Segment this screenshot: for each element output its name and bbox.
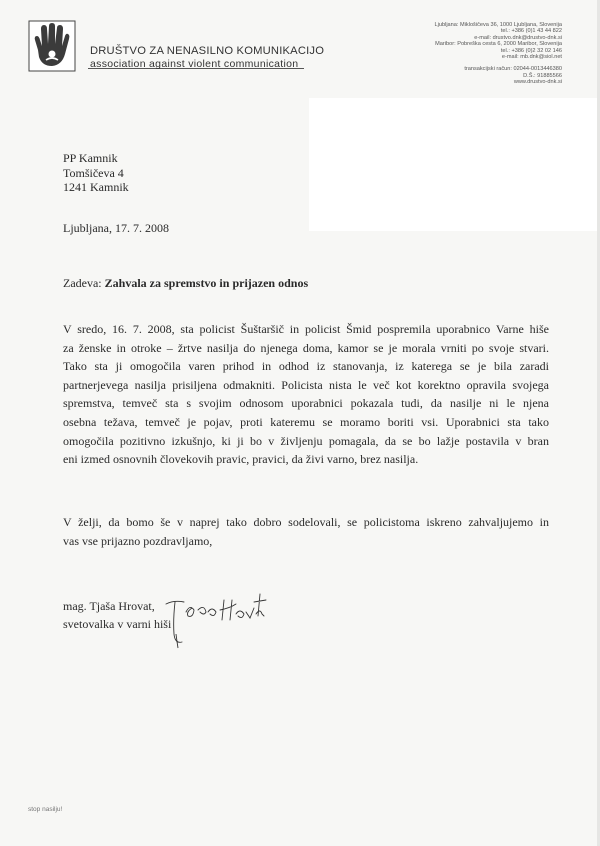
org-name-english: association against violent communication xyxy=(90,58,299,70)
contact-line: tel.: +386 (0)2 32 02 146 xyxy=(500,47,562,54)
subject-text: Zahvala za spremstvo in prijazen odnos xyxy=(104,276,309,290)
contact-block xyxy=(435,22,563,86)
body-line: partnerjevega nasilja prisiljena odmakniti. Policista nista le več kot korektno opravila svojega xyxy=(63,377,549,392)
contact-line: e-mail: mb.dnk@siol.net xyxy=(501,54,562,61)
website-line: www.drustvo-dnk.si xyxy=(513,79,562,86)
body-paragraph-2 xyxy=(63,513,549,550)
signatory-name: mag. Tjaša Hrovat, xyxy=(63,599,155,613)
body-line: V želji, da bomo še v naprej tako dobro sodelovali, se policistoma iskreno zahvaljujemo in xyxy=(63,515,549,529)
body-line: spremstva, temveč sta s svojim odnosom uporabnici pokazala tudi, da nasilje ni le njena xyxy=(63,396,549,411)
letter-date: Ljubljana, 17. 7. 2008 xyxy=(63,221,169,235)
bank-line: transakcijski račun: 02044-0013446380 xyxy=(464,66,562,73)
recipient-city: 1241 Kamnik xyxy=(63,180,129,194)
body-line: za ženske in otroke – žrtve nasilja do njenega doma, kamor se je morala vrniti po svoje stvari. xyxy=(63,340,549,355)
body-line: omogočila pozitivno izkušnjo, ki ji bo v življenju pomagala, da se bo lažje postavila v bran xyxy=(63,433,549,448)
body-paragraph-1 xyxy=(63,320,549,469)
contact-line: tel.: +386 (0)1 43 44 822 xyxy=(500,28,562,35)
handwritten-signature xyxy=(160,590,270,652)
body-line: osebna težava, temveč je pojav, proti kateremu se moramo boriti vsi. Uporabnici sta tako xyxy=(63,414,549,429)
body-line: Tako sta ji omogočila varen prihod in odhod iz stanovanja, iz katerega se je bila zaradi xyxy=(63,359,549,374)
contact-line: Maribor: Pobreška cesta 6, 2000 Maribor, Slovenija xyxy=(435,41,562,48)
contact-line: Ljubljana: Miklošičeva 36, 1000 Ljubljana, Slovenija xyxy=(434,22,562,28)
recipient-street: Tomšičeva 4 xyxy=(63,165,124,180)
footer-slogan: stop nasilju! xyxy=(28,806,63,813)
org-name: DRUŠTVO ZA NENASILNO KOMUNIKACIJO xyxy=(90,45,325,57)
signatory-role: svetovalka v varni hiši xyxy=(63,617,172,631)
subject-line xyxy=(63,276,308,291)
body-line: eni izmed osnovnih človekovih pravic, pravici, da živi varno, brez nasilja. xyxy=(63,452,419,467)
body-line: V sredo, 16. 7. 2008, sta policist Šuštaršič in policist Šmid pospremila uporabnico Varne hiše xyxy=(63,322,549,336)
recipient-name: PP Kamnik xyxy=(63,151,118,165)
hand-logo-icon xyxy=(28,20,76,72)
subject-label: Zadeva: xyxy=(63,276,102,290)
bank-line: D.Š.: 91885566 xyxy=(523,72,562,79)
body-line: vas vse prijazno pozdravljamo, xyxy=(63,533,213,548)
recipient-address xyxy=(63,151,129,195)
contact-line: e-mail: drustvo.dnk@drustvo-dnk.si xyxy=(474,34,562,41)
redaction-block xyxy=(309,98,600,231)
